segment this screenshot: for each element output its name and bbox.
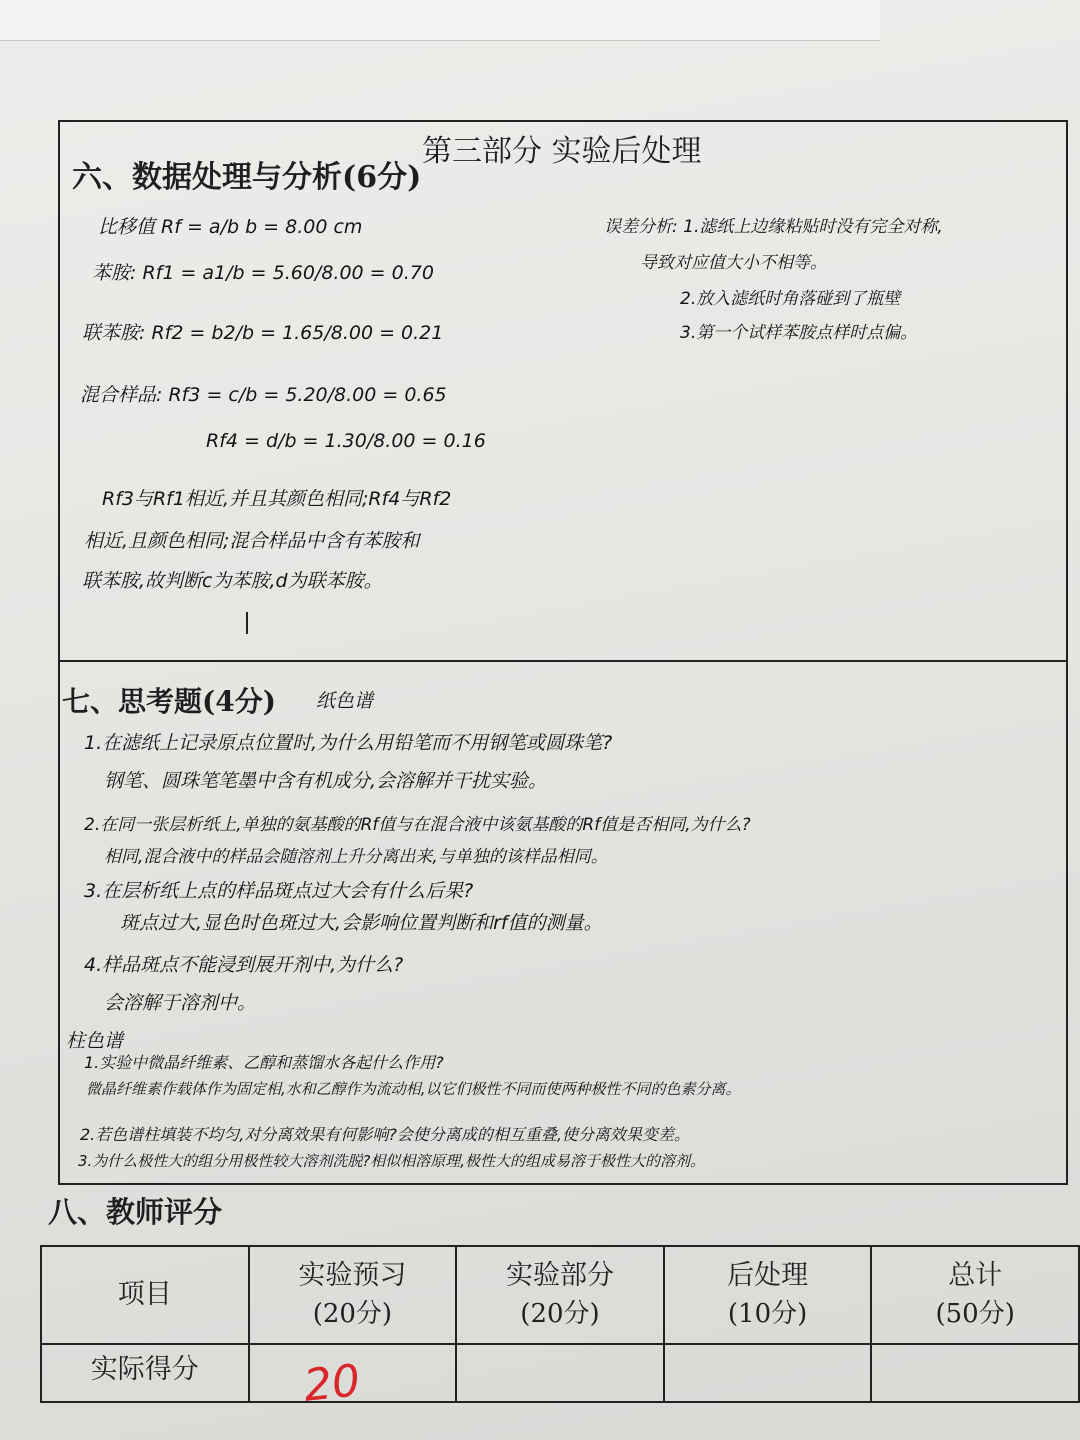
conclusion-line-1: Rf3与Rf1相近,并且其颜色相同;Rf4与Rf2 (102, 488, 452, 510)
cq2: 2.若色谱柱填装不均匀,对分离效果有何影响?会使分离成的相互重叠,使分离效果变差。 (80, 1125, 690, 1144)
error-analysis-1: 误差分析: 1.滤纸上边缘粘贴时没有完全对称, (604, 217, 943, 237)
error-analysis-3: 2.放入滤纸时角落碰到了瓶壁 (680, 289, 901, 309)
sheet-behind (0, 0, 880, 41)
header-total: 总计 (50分) (871, 1246, 1079, 1344)
pen-mark (246, 612, 248, 634)
a2: 相同,混合液中的样品会随溶剂上升分离出来,与单独的该样品相同。 (104, 847, 608, 867)
q2: 2.在同一张层析纸上,单独的氨基酸的Rf值与在混合液中该氨基酸的Rf值是否相同,为什么? (84, 815, 751, 835)
section6-title: 六、数据处理与分析(6分) (72, 160, 422, 195)
conclusion-line-3: 联苯胺,故判断c为苯胺,d为联苯胺。 (82, 570, 383, 592)
grading-score-row (41, 1344, 1079, 1403)
formula-rf: 比移值 Rf = a/b b = 8.00 cm (98, 216, 363, 238)
error-analysis-2: 导致对应值大小不相等。 (640, 253, 827, 273)
section8-title: 八、教师评分 (48, 1195, 223, 1229)
formula-benzidine: 联苯胺: Rf2 = b2/b = 1.65/8.00 = 0.21 (82, 322, 444, 344)
ca1: 微晶纤维素作载体作为固定相,水和乙醇作为流动相,以它们极性不同而使两种极性不同的色素分离。 (86, 1080, 741, 1098)
score-postprocess (664, 1344, 872, 1403)
section7-note: 纸色谱 (316, 690, 374, 712)
section7-title: 七、思考题(4分) (62, 685, 276, 718)
formula-aniline: 苯胺: Rf1 = a1/b = 5.60/8.00 = 0.70 (92, 262, 434, 284)
error-analysis-4: 3.第一个试样苯胺点样时点偏。 (680, 323, 918, 343)
q1: 1.在滤纸上记录原点位置时,为什么用铅笔而不用钢笔或圆珠笔? (84, 732, 613, 754)
cq1: 1.实验中微晶纤维素、乙醇和蒸馏水各起什么作用? (84, 1053, 444, 1072)
formula-mixed-2: Rf4 = d/b = 1.30/8.00 = 0.16 (206, 430, 486, 452)
grading-table (40, 1245, 1080, 1412)
cq3: 3.为什么极性大的组分用极性较大溶剂洗脱?相似相溶原理,极性大的组成易溶于极性大的溶剂。 (78, 1152, 706, 1170)
a4: 会溶解于溶剂中。 (104, 992, 257, 1014)
q4: 4.样品斑点不能浸到展开剂中,为什么? (84, 954, 404, 976)
a1: 钢笔、圆珠笔笔墨中含有机成分,会溶解并干扰实验。 (104, 770, 548, 792)
header-postprocess: 后处理 (10分) (664, 1246, 872, 1344)
q3: 3.在层析纸上点的样品斑点过大会有什么后果? (84, 880, 474, 902)
header-preview: 实验预习 (20分) (249, 1246, 457, 1344)
a3: 斑点过大,显色时色斑过大,会影响位置判断和rf值的测量。 (120, 912, 603, 934)
section-divider (58, 660, 1068, 662)
score-preview: 20 (249, 1344, 457, 1403)
conclusion-line-2: 相近,且颜色相同;混合样品中含有苯胺和 (84, 530, 420, 552)
grading-header-row (41, 1246, 1079, 1344)
part-title: 第三部分 实验后处理 (422, 134, 702, 169)
score-experiment (456, 1344, 664, 1403)
row-label-actual-score: 实际得分 (41, 1344, 249, 1403)
header-item: 项目 (41, 1246, 249, 1344)
score-total (871, 1344, 1079, 1403)
column-title: 柱色谱 (66, 1030, 124, 1052)
header-experiment: 实验部分 (20分) (456, 1246, 664, 1344)
formula-mixed-1: 混合样品: Rf3 = c/b = 5.20/8.00 = 0.65 (80, 384, 447, 406)
